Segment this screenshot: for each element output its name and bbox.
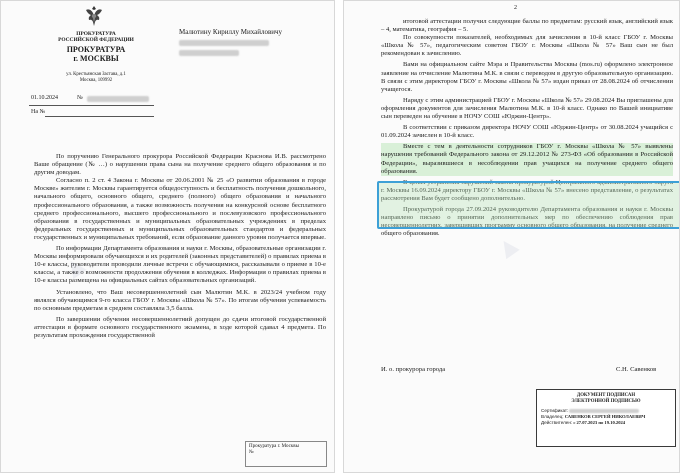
letter-number-label: № (77, 95, 83, 101)
watermark: ▲ (54, 245, 95, 288)
paragraph: Наряду с этим администрацией ГБОУ г. Москвы «Школа № 57» 29.08.2024 Вы приглашены для оформления документов для зачисления Малютина М.К. в 10-й класс. Однако по Вашей инициативе сын переведен на обучение в НОЧУ СОШ «Юджин-Центр». (381, 96, 673, 121)
stamp-owner-label: Владелец: (541, 414, 564, 419)
org-name-city: ПРОКУРАТУРА г. МОСКВЫ (66, 45, 126, 64)
stamp-valid-label: Действителен: (541, 420, 573, 425)
paragraph: По информации Департамента образования и науки г. Москвы, образовательные организации г. Москвы информировали обучающихся и их родителей (законных представителей) о правилах приема в 10-е классы, руководители проводили личные встречи с обучающимися, рассказывали о приеме в 10-е классы, а также о возможности продолжения обучения в колледжах. Информация о правилах приема в 10-е классы размещена на официальных сайтах образовательных организаций. (34, 245, 326, 285)
russian-emblem-icon (83, 4, 105, 28)
reply-to-label: На № (31, 109, 46, 115)
signer-name: С.Н. Савенков (616, 366, 657, 373)
highlighted-paragraph: Вместе с тем в деятельности сотрудников ГБОУ г. Москвы «Школа № 57» выявлены нарушения требований Федерального закона от 29.12.2012 № 273-ФЗ «Об образовании в Российской Федерации», выразившиеся в несоблюдении прав учащихся на получение среднего общего образования. (381, 143, 673, 175)
highlight-frame (377, 178, 680, 229)
registration-box (245, 441, 327, 467)
paragraph: В целях устранения нарушений закона прокуратурой Центрального административного округа г. Москвы 16.09.2024 директору ГБОУ г. Москвы «Школа № 57» внесено представление, о результатах рассмотрения Вам будет сообщено дополнительно. (381, 178, 673, 202)
letter-date: 01.10.2024 (31, 95, 58, 101)
redacted-recipient-address (179, 40, 269, 46)
electronic-signature-stamp (536, 389, 676, 447)
paragraph: итоговой аттестации получил следующие баллы по предметам: русский язык, английский язык – 4, математика, география – 5. (381, 18, 673, 34)
stamp-owner: САВЕНКОВ СЕРГЕЙ НИКОЛАЕВИЧ (564, 414, 646, 419)
paragraph: В соответствии с приказом директора НОЧУ СОШ «Юджин-Центр» от 30.08.2024 учащийся с 01.09.2024 зачислен в 10-й класс. (381, 124, 673, 140)
paragraph: Прокуратурой города 27.09.2024 руководителю Департамента образования и науки г. Москвы направлено письмо о принятии дополнительных мер по обеспечению соблюдения прав несовершеннолетних, завершивших программу основного общего образования, на получение среднего общего образования. (381, 205, 673, 238)
reply-to-underline (45, 116, 154, 117)
paragraph: По завершении обучения несовершеннолетний допущен до сдачи итоговой государственной аттестации в формате основного государственного экзамена, в ходе которой сдавал 4 предмета. По результатам прохождения государственной (34, 315, 326, 339)
registration-text: Прокуратура г. Москвы № (249, 444, 299, 455)
letter-page-2 (343, 0, 680, 473)
stamp-title: ДОКУМЕНТ ПОДПИСАН ЭЛЕКТРОННОЙ ПОДПИСЬЮ (571, 393, 641, 404)
redacted-number (87, 96, 149, 102)
paragraph: Установлено, что Ваш несовершеннолетний сын Малютин М.К. в 2023/24 учебном году являлся обучающимся 9-го класса ГБОУ г. Москвы «Школа № 57». По итогам обучения успеваемость по основным предметам в среднем составляла 3,5 балла. (34, 288, 326, 312)
watermark: ▲ (487, 225, 528, 268)
paragraph: По поручению Генерального прокурора Российской Федерации Краснова И.В. рассмотрено Ваше обращение (№ …) о нарушении права сына на получение среднего общего образования и по другим доводам. (34, 153, 326, 177)
stamp-cert-label: Сертификат: (541, 408, 569, 413)
page-number: 2 (514, 5, 517, 11)
paragraph: Согласно п. 2 ст. 4 Закона г. Москвы от 20.06.2001 № 25 «О развитии образования в городе Москве» жителям г. Москвы гарантируется общедоступность и бесплатность получения дошкольного, начального общего, основного общего, среднего (полного) общего образования и начального профессионального образования, а также возможность получения на конкурсной основе бесплатного среднего профессионального, высшего профессионального и послевузовского профессионального образования в государственных и муниципальных образовательных учреждениях в пределах федеральных государственных и муниципальных образовательных стандартов и федеральных государственных и муниципальных требований, если образование данного уровня получается впервые. (34, 177, 326, 241)
redacted-certificate (569, 409, 639, 413)
recipient-name: Малютину Кириллу Михайловичу (179, 28, 283, 36)
number-underline (29, 105, 154, 106)
org-name-federal: ПРОКУРАТУРА РОССИЙСКОЙ ФЕДЕРАЦИИ (58, 31, 134, 44)
signer-position: И. о. прокурора города (381, 366, 446, 373)
stamp-valid: с 27.07.2023 по 19.10.2024 (573, 420, 626, 425)
org-address: ул. Крестьянская Застава, д.1 Москва, 109992 (66, 72, 126, 83)
letter-page-1 (0, 0, 335, 473)
paragraph: По совокупности показателей, необходимых для зачисления в 10-й класс ГБОУ г. Москвы «Школа № 57», педагогическим советом ГБОУ г. Москвы «Школа № 57» Ваш сын не был рекомендован к зачислению. (381, 34, 673, 58)
redacted-recipient-address-2 (179, 50, 239, 56)
paragraph: Вами на официальном сайте Мэра и Правительства Москвы (mos.ru) оформлено электронное заявление на отчисление Малютина М.К. в связи с переводом в другую образовательную организацию. В связи с этим директором ГБОУ г. Москвы «Школа № 57» издан приказ от 28.08.2024 об отчислении учащегося. (381, 61, 673, 93)
